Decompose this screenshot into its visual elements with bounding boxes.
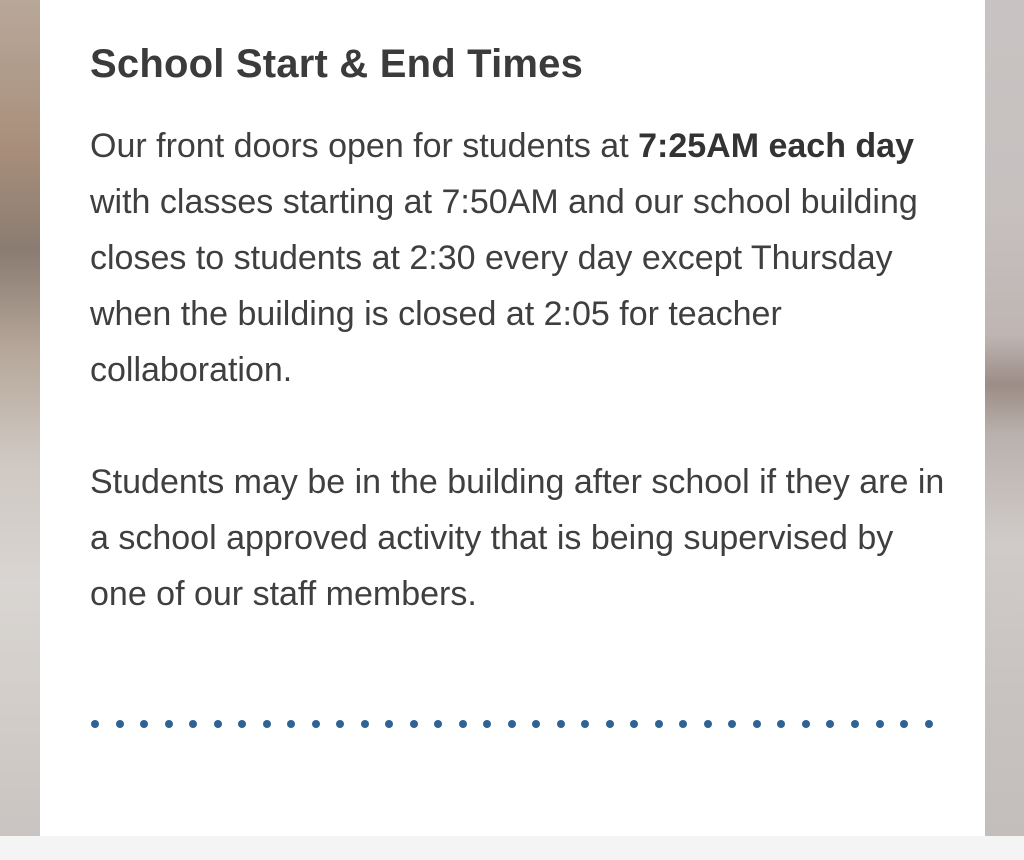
divider-dot (532, 720, 540, 728)
divider-dot (802, 720, 810, 728)
divider-dot (851, 720, 859, 728)
divider-dot (606, 720, 614, 728)
divider-dot (777, 720, 785, 728)
divider-dot (165, 720, 173, 728)
divider-dot (459, 720, 467, 728)
after-school-paragraph: Students may be in the building after school if they are in a school approved activity that is being supervised by one of our staff members. (90, 463, 945, 613)
divider-dot (679, 720, 687, 728)
divider-dot (189, 720, 197, 728)
divider-dot (630, 720, 638, 728)
section-title: School Start & End Times (90, 42, 584, 86)
divider-dot (361, 720, 369, 728)
content-card (40, 0, 985, 836)
divider-dot (312, 720, 320, 728)
divider-dot (140, 720, 148, 728)
divider-dot (336, 720, 344, 728)
paragraph-text-start: Our front doors open for students at (90, 127, 639, 165)
divider-dot (728, 720, 736, 728)
divider-dot (753, 720, 761, 728)
divider-dot (91, 720, 99, 728)
dotted-divider (91, 718, 933, 730)
divider-dot (116, 720, 124, 728)
divider-dot (655, 720, 663, 728)
divider-dot (214, 720, 222, 728)
background-left-blur (0, 0, 40, 836)
bottom-edge (0, 836, 1024, 860)
school-hours-paragraph (90, 118, 950, 398)
divider-dot (238, 720, 246, 728)
divider-dot (434, 720, 442, 728)
paragraph-text-end: with classes starting at 7:50AM and our school building closes to students at 2:30 every day except Thursday when the building is closed at 2:05 for teacher collaboration. (90, 183, 918, 389)
divider-dot (876, 720, 884, 728)
divider-dot (581, 720, 589, 728)
divider-dot (826, 720, 834, 728)
door-open-time-bold: 7:25AM each day (638, 127, 914, 165)
background-right-blur (985, 0, 1024, 836)
divider-dot (483, 720, 491, 728)
divider-dot (263, 720, 271, 728)
divider-dot (704, 720, 712, 728)
divider-dot (508, 720, 516, 728)
divider-dot (925, 720, 933, 728)
divider-dot (557, 720, 565, 728)
divider-dot (287, 720, 295, 728)
divider-dot (900, 720, 908, 728)
divider-dot (385, 720, 393, 728)
divider-dot (410, 720, 418, 728)
